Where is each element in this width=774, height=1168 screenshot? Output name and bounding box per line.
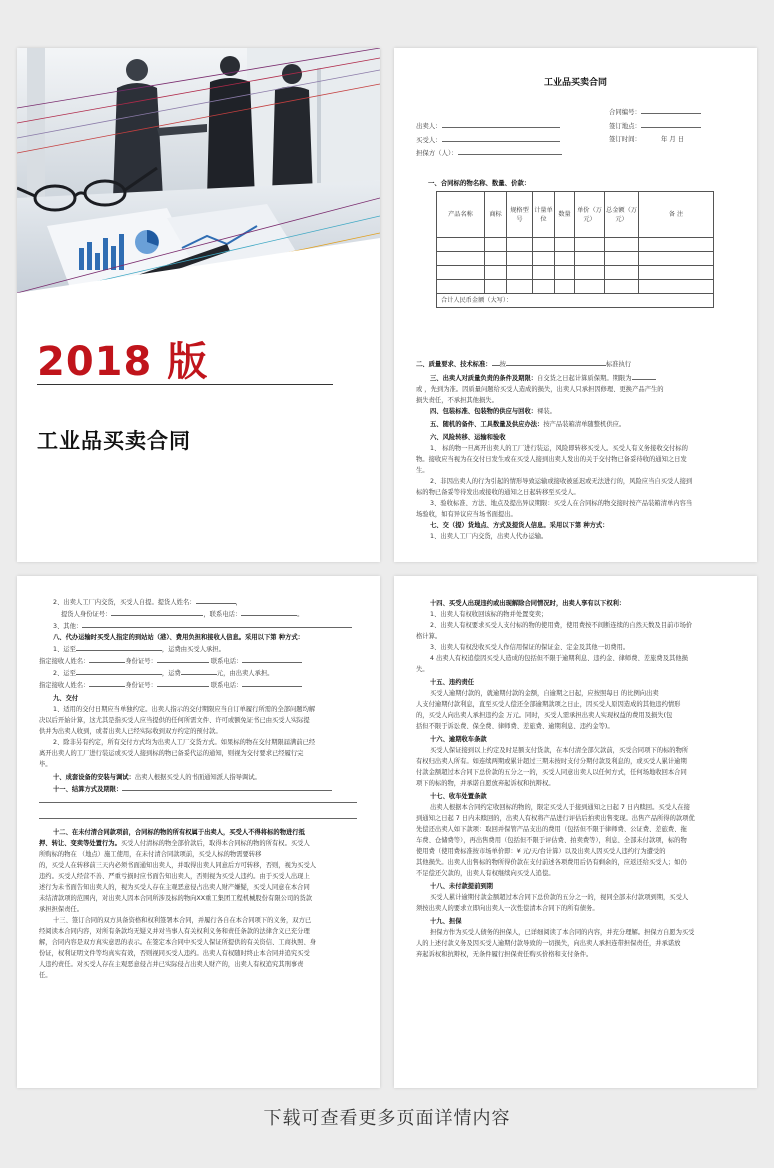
contract-body-1: 二、质量要求、技术标准： 按 标准执行 三、出卖人对质量负责的条件及期限：自交货之日起计算质保期。期限为 或 ，先到为准。因质量问题给买受人造成的损失，出卖人只承担因修理、更换产品产生的 损失责任，不承担其他损失。 四、包装标准、包装物的供应与回收：裸装。 五、随机的备件、工具数量及供应办法：按产品装箱清单随整机供应。 六、风险转移、运输和验收 1、 标的物一旦离开出卖人的工厂进行装运，风险即转移买受人。买受人有义务接收交付标的 物。接收应当视为在交付日发生或在买受人接到出卖人发出的关于交付物已备妥待收的通知之日发 生。 2、非因出卖人的行为引起的情形导致运输或接收被延迟或无法进行的，风险应当自买受人接到 标的物已备妥等待发出或接收的通知之日起转移至买受人。 3、验收标准、方法、地点及提出异议期限：买受人在合同标的物交接时按产品装箱清单内容当 场验收，如有异议应当场书面提出。 七、交（提）货地点、方式及提货人信息。采用以下第 种方式： 1、出卖人工厂内交货，出卖人代办运输。 bbox=[394, 358, 757, 558]
table-header-cell: 商标 bbox=[485, 192, 507, 238]
table-header-cell: 单价（万元） bbox=[575, 192, 605, 238]
guarantor-label: 担保方（人）： bbox=[416, 149, 458, 157]
contract-body-2: 2、出卖人工厂内交货，买受人自提。提货人姓名： ， 提货人身份证号： ，联系电话： 。 3、其他： 八、代办运输时买受人指定的到站站（港）、费用负担和接收人信息。采用以下第 种方式： 1、运至 ，运费由买受人承担。 指定接收人姓名： 身份证号： 联系电话： 2、运至 ，运费 元，由出卖人承担。 指定接收人姓名： 身份证号： 联系电话： 九、交付 1、适用的交付日期应当单独约定。出卖人指示的交付期限应当自订单履行所需的全部问题均解 决以后开始计算，这尤其是指买受人应当提供的任何所需文件、许可或额免证书已由买受人实际提 供并为出卖人收到，或者出卖人已经实际收到双方约定的预付款。 2、除非另有约定，所有交付方式均为出卖人工厂交货方式。如果标的物在交付期限届满前已经 离开出卖人的工厂进行装运或买受人接到标的物已备妥代运的通知，则视为交付要求已经履行完 毕。 十、成套设备的安装与调试：出卖人根据买受人的书面通知派人指导调试。 十一、结算方式及期限： 十二、在未付清合同款项前，合同标的物的所有权属于出卖人，买受人不得将标的物进行抵 押、转让、变卖等处置行为。买受人付清标的物全部价款后，取得本合同标的物的所有权。买受人 所购标的物在 （地点）施工使用，在未付清合同款项前，买受人标的物需要转移 的，买受人在转移前三天内必须书面通知出卖人，并取得出卖人同意后方可转移，否则，视为买受人 违约。买受人经营不善、严重亏损时应书面告知出卖人，否则视为买受人违约。由于买受人出现上 述行为未书面告知出卖人的，视为买受人存在主观恶意侵占出卖人财产嫌疑，买受人同意在本合同 未结清款项的范围内，对出卖人因本合同所涉及标的物向XX重工集团工程机械股份有限公司的货款 承担担保责任。 十三、签订合同的双方具备资格和权利签署本合同，并履行各自在本合同项下的义务，双方已 经阅读本合同内容，对所有条款均无疑义并对当事人有关权利义务和责任条款的法律含义已充分理 解，合同内容是双方真实意思的表示。在签定本合同中买受人保证所提供的有关资信、工商执照、身 份证，权利证明文件等均真实有效，否则视同买受人违约。出卖人有权随时终止本合同并追究买受 人违约责任。对买受人存在主观恶意侵占并已实际侵占出卖人财产的，出卖人有权追究其刑事责 任。 bbox=[17, 596, 380, 1088]
contract-meta bbox=[609, 106, 701, 147]
section-19-heading: 十九、担保 bbox=[430, 918, 462, 925]
section-11-heading: 十一、结算方式及期限： bbox=[53, 786, 123, 793]
section-10-heading: 十、成套设备的安装与调试： bbox=[53, 774, 135, 781]
table-header-cell: 总金额（万元） bbox=[605, 192, 639, 238]
sign-time-label: 签订时间： bbox=[609, 135, 641, 143]
download-more-link[interactable]: 下载可查看更多页面详情内容 bbox=[263, 1108, 511, 1129]
section-4-heading: 四、包装标准、包装物的供应与回收： bbox=[430, 408, 538, 415]
contract-no-label: 合同编号： bbox=[609, 108, 641, 116]
section-3-heading: 三、出卖人对质量负责的条件及期限： bbox=[430, 375, 538, 382]
section-7-heading: 七、交（提）货地点、方式及提货人信息。采用以下第 种方式： bbox=[430, 522, 609, 529]
table-header-cell: 计量单位 bbox=[533, 192, 555, 238]
table-header-cell: 备 注 bbox=[639, 192, 714, 238]
section-1-heading: 一、合同标的物名称、数量、价款： bbox=[428, 179, 531, 187]
buyer-label: 买受人： bbox=[416, 135, 442, 144]
contract-page-1 bbox=[394, 48, 757, 562]
business-handshake-image bbox=[17, 48, 380, 293]
table-total-row: 合计人民币金额（大写）： bbox=[437, 294, 714, 308]
section-18-heading: 十八、未付款提前到期 bbox=[430, 883, 493, 890]
cover-photo bbox=[17, 48, 380, 293]
table-header-row bbox=[437, 192, 714, 238]
section-15-heading: 十五、违约责任 bbox=[430, 679, 475, 686]
goods-table bbox=[436, 191, 714, 308]
section-17-heading: 十七、收车处置条款 bbox=[430, 793, 487, 800]
sign-place-label: 签订地点： bbox=[609, 121, 641, 130]
cover-title: 工业品买卖合同 bbox=[37, 429, 191, 453]
table-row bbox=[437, 252, 714, 266]
sign-time-ymd: 年 月 日 bbox=[660, 135, 685, 143]
section-6-heading: 六、风险转移、运输和验收 bbox=[430, 434, 506, 441]
table-row bbox=[437, 266, 714, 280]
cover-page bbox=[17, 48, 380, 562]
contract-body-3: 十四、买受人出现违约或出现解除合同情况时，出卖人享有以下权利： 1、出卖人有权收回该标的物并处置变卖； 2、出卖人有权要求买受人支付标的物的使用费，使用费按不间断连续的自然天数及目前市场价 格计算。 3、出卖人有权没收买受人作信用保证的保证金、定金及其他一切费用。 4 出卖人有权追偿因买受人造成的包括但不限于逾期利息、违约金、律师费、差旅费及其他损 失。 十五、违约责任 买受人逾期付款的，就逾期付款的金额，自逾期之日起，应按照每日 的比例向出卖 人支付逾期付款利息，直至买受人偿还全部逾期款项之日止，因买受人原因造成的其他违约情形 的，买受人向出卖人承担违约金 万元。同时，买受人需承担出卖人实现权益的费用及损失(包 括但不限于诉讼费、保全费、律师费、差旅费、逾期利息、违约金等)。 十六、逾期收车条款 买受人保证接到以上约定及时足额支付货款，在本付清全部欠款前，买受合同项下的标的物所 有权归出卖人所有。如连续两期或累计超过三期未按时支付分期付款及利息的，或买受人累计逾期 付款金额超过本合同下总价款的五分之一的，买受人同意出卖人以任何方式，任何场地收回本合同 项下的标的物，并承诺自愿放弃起诉权和抗辩权。 十七、收车处置条款 出卖人根据本合同约定收回标的物的，限定买受人于接到通知之日起 7 日内赎回。买受人在接 到通知之日起 7 日内未赎回的，出卖人有权将产品进行评估后拍卖出售变现。出售产品所得的款项优 先偿还出卖人如下款项：取回并保管产品支出的费用（包括但不限于律师费、公证费、差旅费、拖 车费、仓储费等），再出售费用（包括但不限于评估费、拍卖费等），利息、全部未付款项，标的物 使用费（使用费标准按市场单价即：¥ 元/天/台计算）以及出卖人因买受人违约行为遭受的 其他损失。出卖人出售标的物所得价款在支付前述各项费用后仍有剩余的，应返还给买受人；如仍 不足偿还欠款的，出卖人有权继续向买受人追偿。 十八、未付款提前到期 买受人累计逾期付款金额超过本合同下总价款的五分之一的，视同全部未付款项到期，买受人 须按出卖人的要求立即向出卖人一次性偿清本合同下的所有债务。 十九、担保 担保方作为买受人债务的担保人，已详细阅读了本合同的内容，并充分理解。担保方自愿为买受 人的上述付款义务及因买受人逾期付款导致的一切损失，向出卖人承担连带担保责任，并承诺放 弃起诉权和抗辩权，无条件履行担保责任购买价格和支付条件。 bbox=[394, 598, 757, 1088]
table-header-cell: 产品名称 bbox=[437, 192, 485, 238]
table-header-cell: 规格型号 bbox=[507, 192, 533, 238]
contract-page-2 bbox=[17, 576, 380, 1088]
cover-divider bbox=[37, 384, 333, 385]
section-9-heading: 九、交付 bbox=[53, 695, 79, 702]
section-14-heading: 十四、买受人出现违约或出现解除合同情况时，出卖人享有以下权利： bbox=[430, 600, 626, 607]
table-row bbox=[437, 280, 714, 294]
seller-label: 出卖人： bbox=[416, 122, 442, 130]
party-block bbox=[416, 120, 562, 161]
contract-title: 工业品买卖合同 bbox=[543, 78, 607, 88]
table-header-cell: 数量 bbox=[555, 192, 575, 238]
contract-page-3 bbox=[394, 576, 757, 1088]
table-row bbox=[437, 238, 714, 252]
section-8-heading: 八、代办运输时买受人指定的到站站（港）、费用负担和接收人信息。采用以下第 种方式： bbox=[53, 634, 304, 641]
cover-year: 2018 版 bbox=[37, 339, 209, 385]
section-16-heading: 十六、逾期收车条款 bbox=[430, 736, 487, 743]
section-13-text: 十三、签订合同的双方具备资格和权利签署本合同，并履行各自在本合同项下的义务，双方已 bbox=[53, 917, 312, 924]
section-5-heading: 五、随机的备件、工具数量及供应办法： bbox=[430, 421, 544, 428]
section-12-heading: 十二、在未付清合同款项前，合同标的物的所有权属于出卖人，买受人不得将标的物进行抵 bbox=[53, 829, 305, 836]
section-2-heading: 二、质量要求、技术标准： bbox=[416, 361, 492, 368]
